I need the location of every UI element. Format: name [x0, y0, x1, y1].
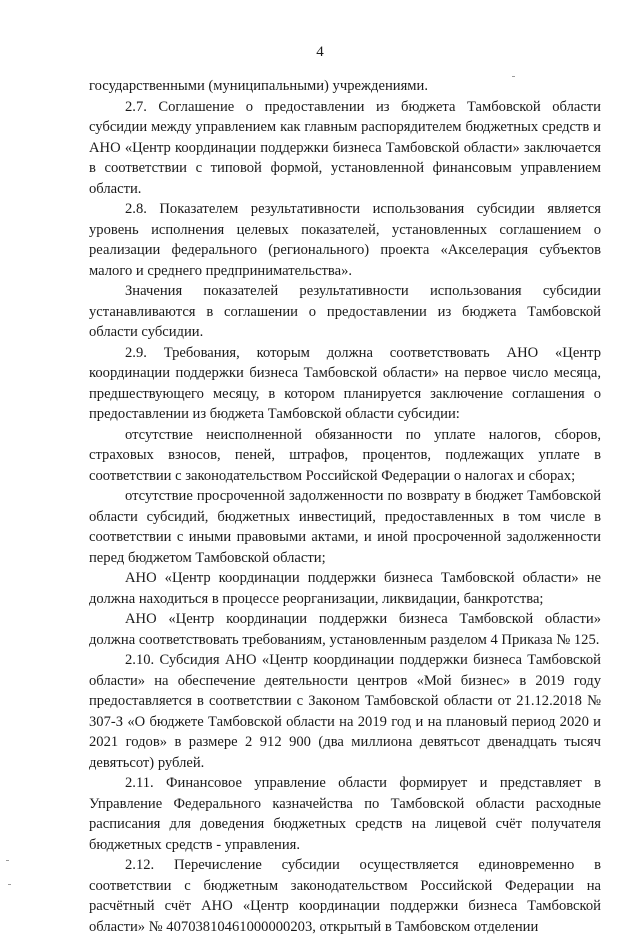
paragraph-1: государственными (муниципальными) учреждениями.	[89, 78, 428, 94]
paragraph-2-10: 2.10. Субсидия АНО «Центр координации поддержки бизнеса Тамбовской области» на обеспечение деятельности центров «Мой бизнес» в 2019 году предоставляется в соответствии с Законом Тамбовской области от 21.12.2018 № 307-З «О бюджете Тамбовской области на 2019 год и на плановый период 2020 и 2021 годов» в размере 2 912 900 (два миллиона девятьсот двенадцать тысяч девятьсот) рублей.	[89, 652, 601, 771]
requirement-debt: отсутствие просроченной задолженности по возврату в бюджет Тамбовской области субсидий, бюджетных инвестиций, предоставленных в том числе в соответствии с иными правовыми актами, и иной просроченной задолженности перед бюджетом Тамбовской области;	[89, 488, 601, 566]
requirement-taxes: отсутствие неисполненной обязанности по уплате налогов, сборов, страховых взносов, пеней, штрафов, процентов, подлежащих уплате в соответствии с законодательством Российской Федерации о налогах и сборах;	[89, 426, 601, 484]
paragraph-2-12: 2.12. Перечисление субсидии осуществляется единовременно в соответствии с бюджетным законодательством Российской Федерации на расчётный счёт АНО «Центр координации поддержки бизнеса Тамбовской области» № 40703810461000000203, открытый в Тамбовском отделении	[89, 857, 601, 935]
requirement-reorganization: АНО «Центр координации поддержки бизнеса Тамбовской области» не должна находиться в процессе реорганизации, ликвидации, банкротства;	[89, 570, 601, 607]
requirement-order: АНО «Центр координации поддержки бизнеса Тамбовской области» должна соответствовать требованиям, установленным разделом 4 Приказа № 125.	[89, 611, 601, 648]
page-number: 4	[316, 44, 324, 60]
scan-mark	[512, 76, 515, 77]
paragraph-2-8: 2.8. Показателем результативности использования субсидии является уровень исполнения целевых показателей, установленных соглашением о реализации федерального (регионального) проекта «Акселерация субъектов малого и среднего предпринимательства».	[89, 201, 601, 279]
scan-mark	[8, 884, 11, 885]
scan-mark	[6, 860, 9, 861]
document-body	[89, 76, 601, 937]
paragraph-2-11: 2.11. Финансовое управление области формирует и представляет в Управление Федерального казначейства по Тамбовской области расходные расписания для доведения бюджетных средств на лицевой счёт получателя бюджетных средств - управления.	[89, 775, 601, 853]
paragraph-indicators: Значения показателей результативности использования субсидии устанавливаются в соглашении о предоставлении из бюджета Тамбовской области субсидии.	[89, 283, 601, 340]
paragraph-2-9: 2.9. Требования, которым должна соответствовать АНО «Центр координации поддержки бизнеса Тамбовской области» на первое число месяца, предшествующего месяцу, в котором планируется заключение соглашения о предоставлении из бюджета Тамбовской области субсидии:	[89, 344, 601, 422]
paragraph-2-7: 2.7. Соглашение о предоставлении из бюджета Тамбовской области субсидии между управлением как главным распорядителем бюджетных средств и АНО «Центр координации поддержки бизнеса Тамбовской области» заключается в соответствии с типовой формой, установленной финансовым управлением области.	[89, 98, 601, 197]
